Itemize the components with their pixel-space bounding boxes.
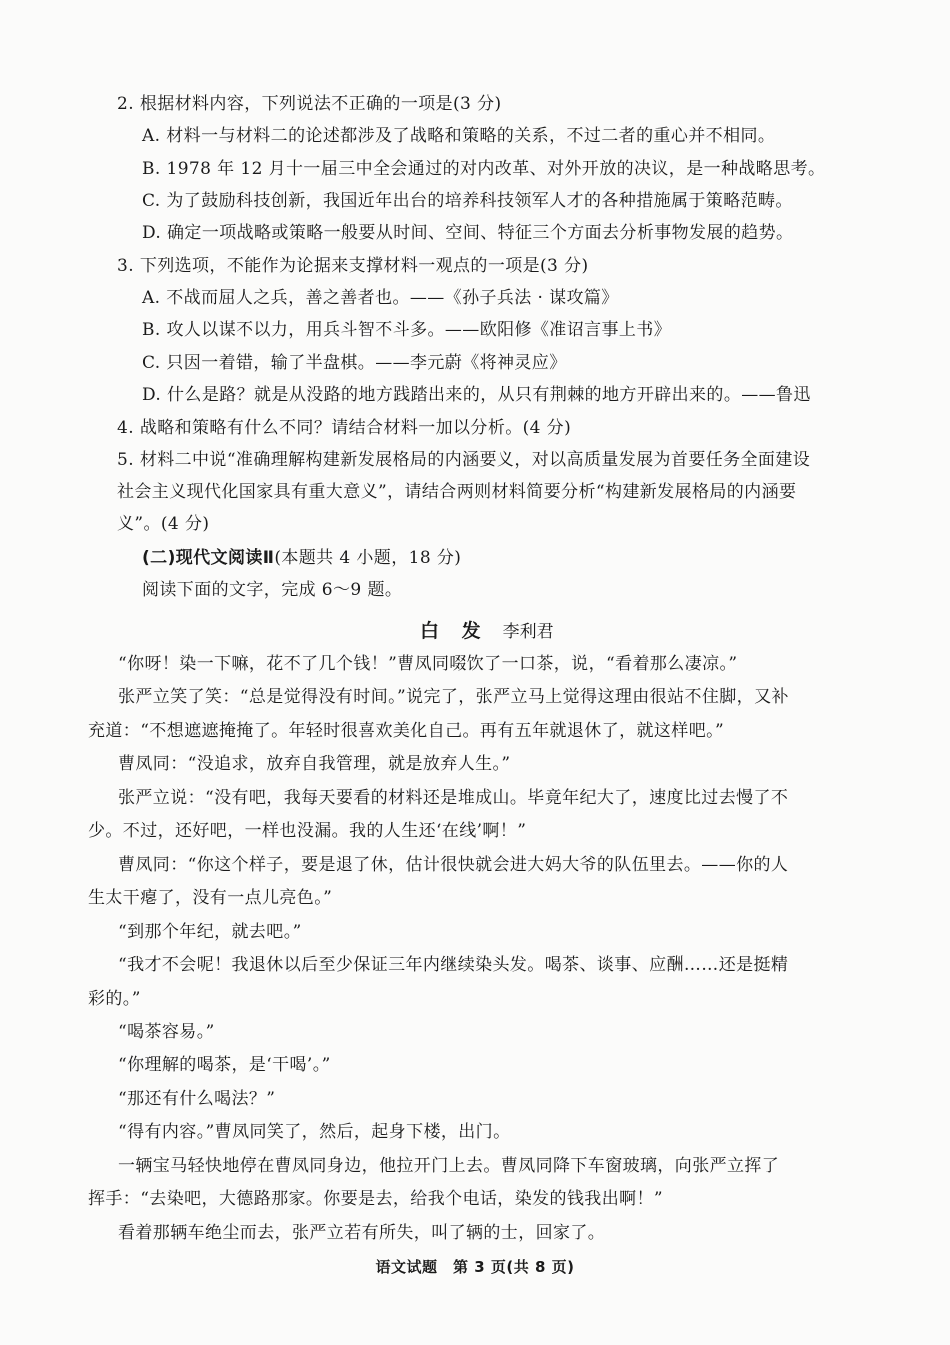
section-heading-note: (本题共 4 小题，18 分) <box>274 548 462 568</box>
question-3-option-b: B. 攻人以谋不以力，用兵斗智不斗多。——欧阳修《准诏言事上书》 <box>142 320 672 340</box>
question-4: 4. 战略和策略有什么不同？请结合材料一加以分析。(4 分) <box>117 418 572 438</box>
story-paragraph-line: “到那个年纪，就去吧。” <box>118 922 302 942</box>
story-paragraph-line: “那还有什么喝法？” <box>118 1089 276 1109</box>
story-paragraph-line: 张严立说：“没有吧，我每天要看的材料还是堆成山。毕竟年纪大了，速度比过去慢了不 <box>118 788 789 808</box>
question-2-option-d: D. 确定一项战略或策略一般要从时间、空间、特征三个方面去分析事物发展的趋势。 <box>142 223 794 243</box>
story-paragraph-line: 少。不过，还好吧，一样也没漏。我的人生还‘在线’啊！” <box>88 821 527 841</box>
section-header <box>142 546 461 570</box>
story-paragraph-line: 一辆宝马轻快地停在曹凤同身边，他拉开门上去。曹凤同降下车窗玻璃，向张严立挥了 <box>118 1156 780 1176</box>
question-3-option-d: D. 什么是路？就是从没路的地方践踏出来的，从只有荆棘的地方开辟出来的。——鲁迅 <box>142 385 811 405</box>
story-paragraph-line: 看着那辆车绝尘而去，张严立若有所失，叫了辆的士，回家了。 <box>118 1223 606 1243</box>
story-paragraph-line: 曹凤同：“你这个样子，要是退了休，估计很快就会进大妈大爷的队伍里去。——你的人 <box>118 855 789 875</box>
story-title-block <box>420 618 554 645</box>
story-author: 李利君 <box>502 622 554 642</box>
question-5-line-1: 5. 材料二中说“准确理解构建新发展格局的内涵要义，对以高质量发展为首要任务全面建设 <box>117 450 811 470</box>
question-5-line-3: 义”。(4 分) <box>117 514 210 534</box>
story-paragraph-line: “你理解的喝茶，是‘干喝’。” <box>118 1055 331 1075</box>
section-instruction: 阅读下面的文字，完成 6～9 题。 <box>142 580 403 600</box>
section-heading: (二)现代文阅读Ⅱ <box>142 548 275 568</box>
page-footer: 语文试题 第 3 页(共 8 页) <box>375 1258 575 1276</box>
question-3-option-c: C. 只因一着错，输了半盘棋。——李元蔚《将神灵应》 <box>142 353 567 373</box>
question-2-option-b: B. 1978 年 12 月十一届三中全会通过的对内改革、对外开放的决议，是一种战略思考。 <box>142 159 826 179</box>
story-paragraph-line: “喝茶容易。” <box>118 1022 215 1042</box>
story-paragraph-line: 挥手：“去染吧，大德路那家。你要是去，给我个电话，染发的钱我出啊！” <box>88 1189 663 1209</box>
story-paragraph-line: 彩的。” <box>88 989 141 1009</box>
question-2-option-c: C. 为了鼓励科技创新，我国近年出台的培养科技领军人才的各种措施属于策略范畴。 <box>142 191 793 211</box>
question-3-stem: 3. 下列选项，不能作为论据来支撑材料一观点的一项是(3 分) <box>117 256 589 276</box>
question-2-stem: 2. 根据材料内容，下列说法不正确的一项是(3 分) <box>117 94 502 114</box>
story-paragraph-line: 充道：“不想遮遮掩掩了。年轻时很喜欢美化自己。再有五年就退休了，就这样吧。” <box>88 721 725 741</box>
story-paragraph-line: “我才不会呢！我退休以后至少保证三年内继续染头发。喝茶、谈事、应酬……还是挺精 <box>118 955 789 975</box>
story-paragraph-line: “得有内容。”曹凤同笑了，然后，起身下楼，出门。 <box>118 1122 511 1142</box>
story-title: 白 发 <box>420 620 489 642</box>
story-paragraph-line: “你呀！染一下嘛，花不了几个钱！”曹凤同啜饮了一口茶，说，“看着那么凄凉。” <box>118 654 738 674</box>
story-paragraph-line: 曹凤同：“没追求，放弃自我管理，就是放弃人生。” <box>118 754 511 774</box>
story-paragraph-line: 张严立笑了笑：“总是觉得没有时间。”说完了，张严立马上觉得这理由很站不住脚，又补 <box>118 687 789 707</box>
question-3-option-a: A. 不战而屈人之兵，善之善者也。——《孙子兵法 · 谋攻篇》 <box>142 288 619 308</box>
story-paragraph-line: 生太干瘪了，没有一点儿亮色。” <box>88 888 333 908</box>
question-2-option-a: A. 材料一与材料二的论述都涉及了战略和策略的关系，不过二者的重心并不相同。 <box>142 126 776 146</box>
question-5-line-2: 社会主义现代化国家具有重大意义”，请结合两则材料简要分析“构建新发展格局的内涵要 <box>117 482 797 502</box>
